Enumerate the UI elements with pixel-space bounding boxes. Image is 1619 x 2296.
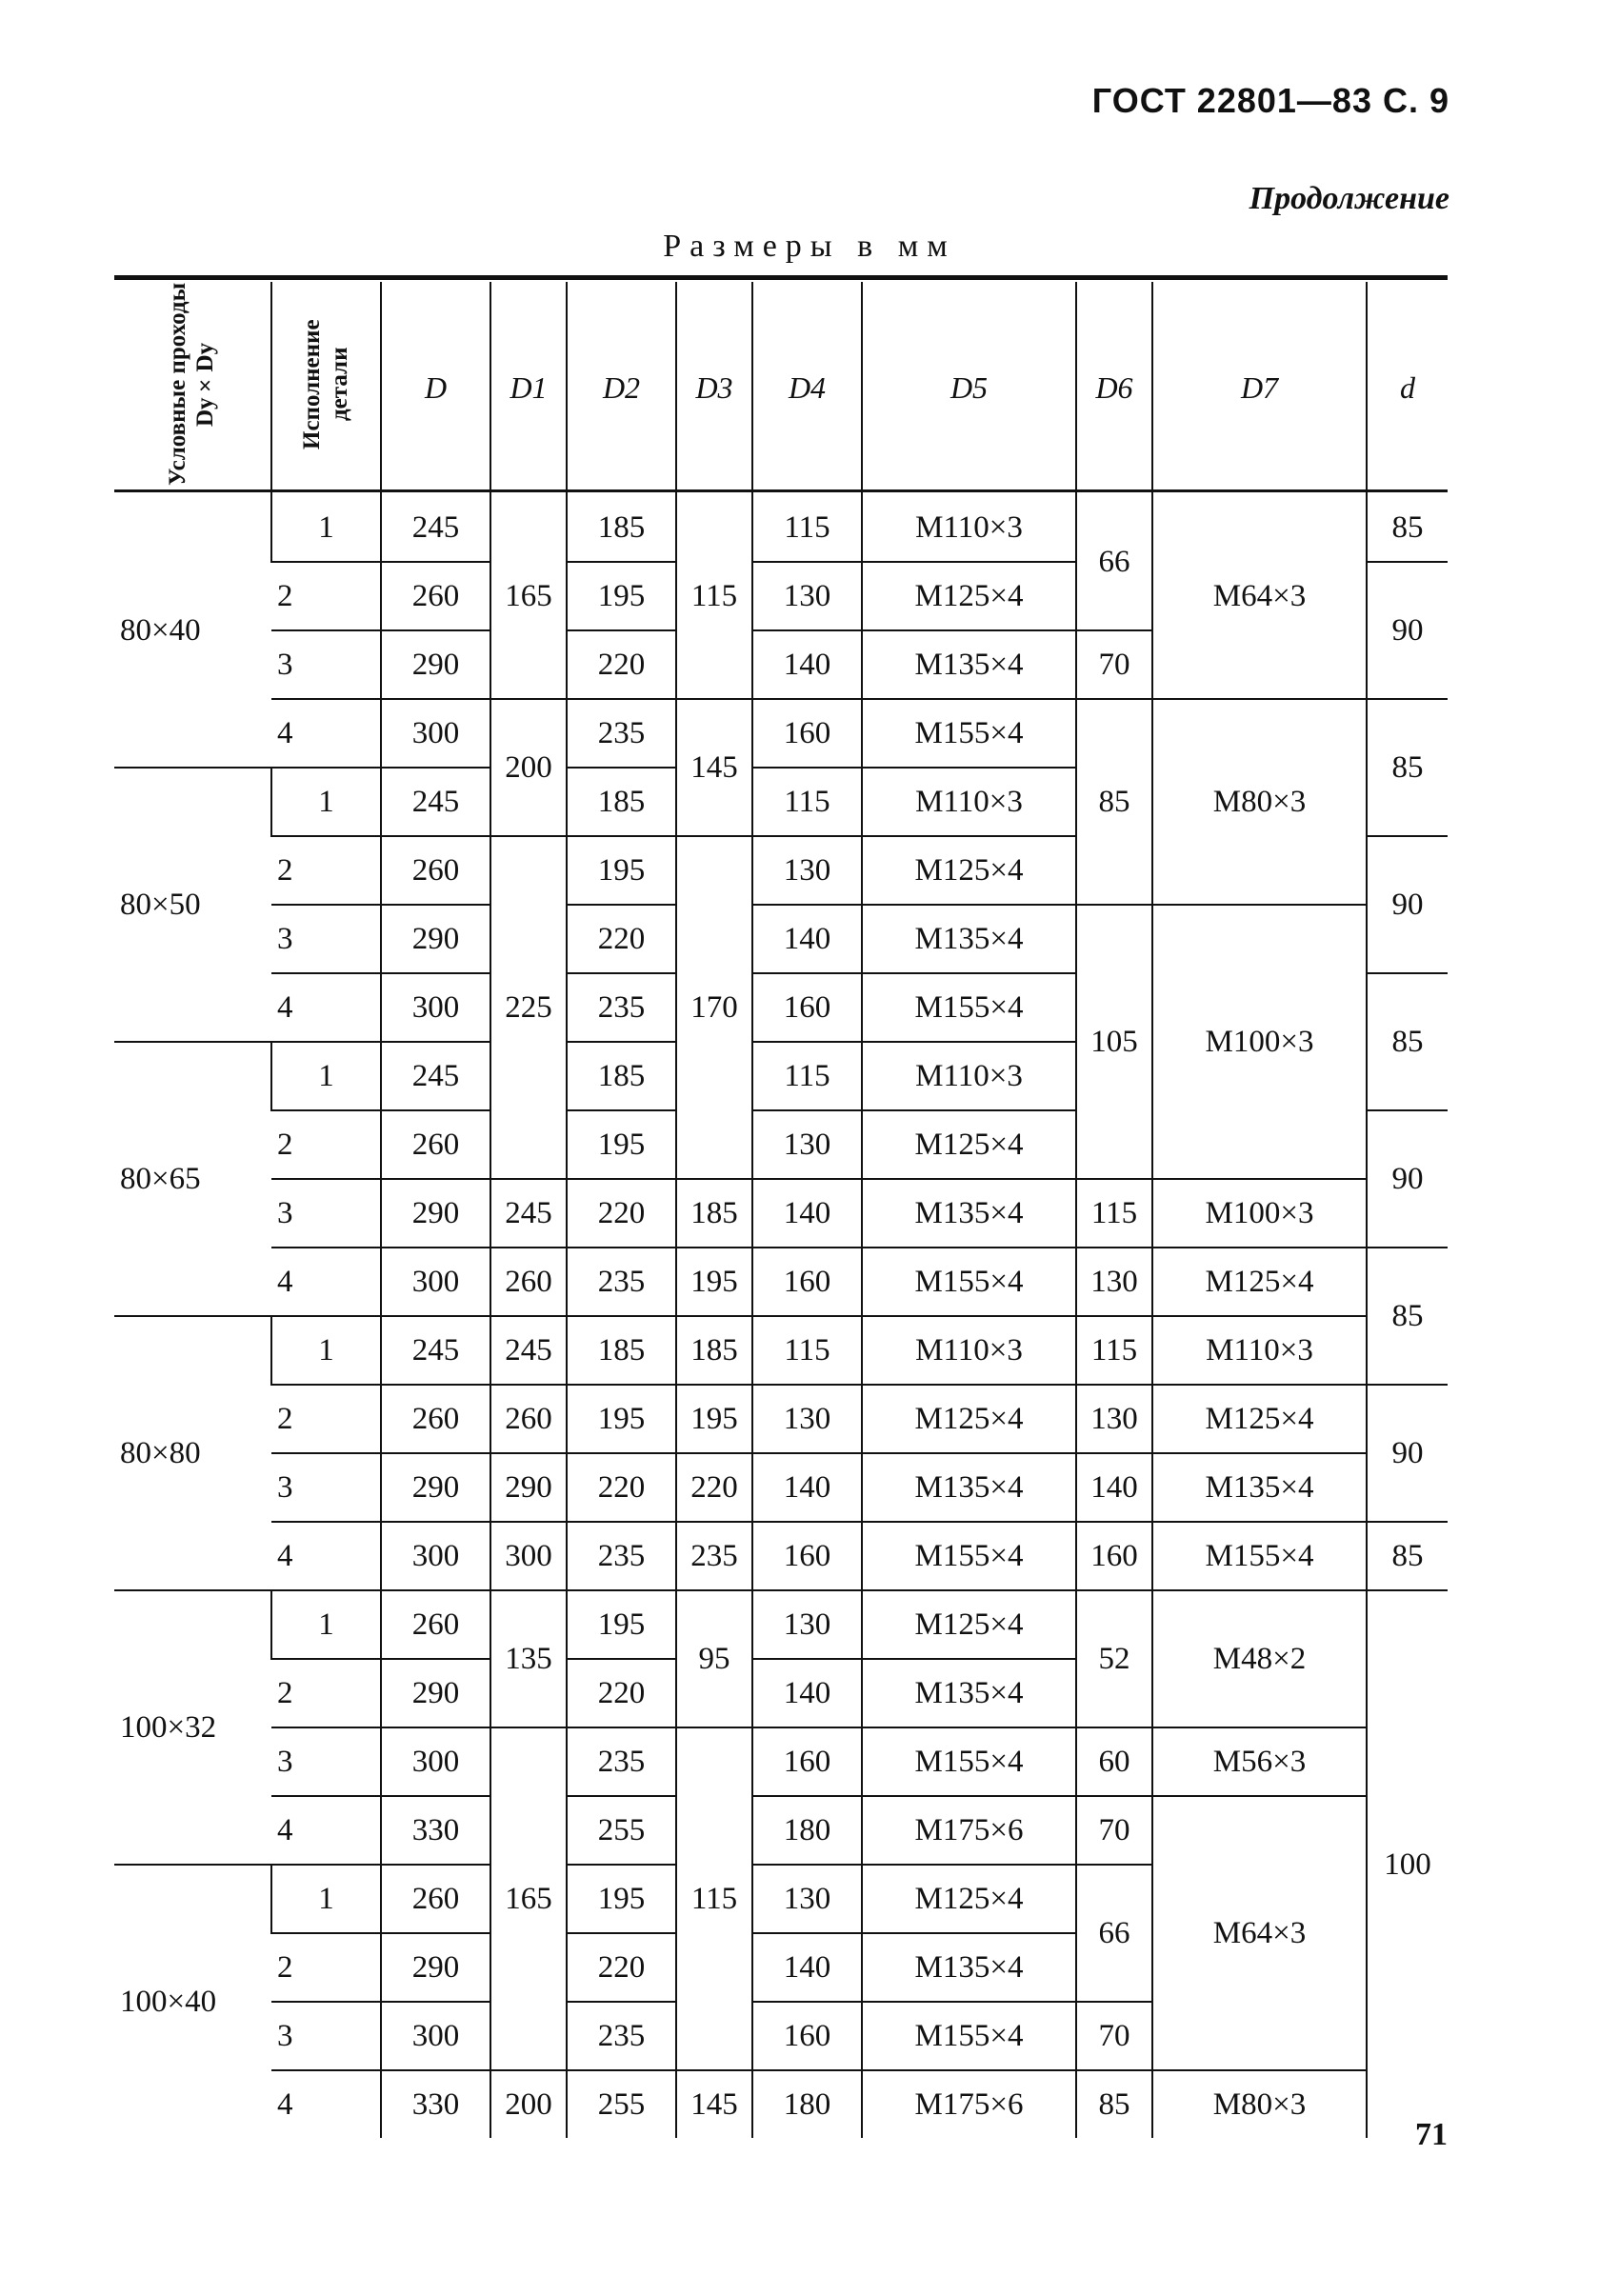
cell-execution: 1 [271,1865,381,1933]
cell-D: 290 [381,1453,490,1522]
cell-D2: 235 [567,1248,676,1316]
cell-D: 260 [381,1385,490,1453]
cell-D1: 260 [490,1385,567,1453]
cell-D7: M100×3 [1152,905,1367,1179]
table-row [114,1248,1448,1316]
cell-execution: 2 [271,1110,381,1179]
cell-D6: 70 [1076,1796,1152,1865]
cell-D7: M100×3 [1152,1179,1367,1248]
col-header-d: d [1367,282,1448,494]
cell-D1: 165 [490,494,567,699]
cell-D2: 185 [567,1316,676,1385]
cell-D6: 52 [1076,1590,1152,1727]
cell-D6: 66 [1076,494,1152,630]
cell-D4: 140 [752,630,862,699]
cell-D4: 130 [752,1385,862,1453]
cell-D5: M135×4 [862,630,1076,699]
cell-D4: 140 [752,1453,862,1522]
cell-D5: M110×3 [862,768,1076,836]
cell-D3: 220 [676,1453,752,1522]
cell-D4: 160 [752,1248,862,1316]
cell-D3: 185 [676,1316,752,1385]
table-body [114,494,1448,2138]
cell-d: 85 [1367,1248,1448,1385]
table-row [114,2070,1448,2138]
cell-D4: 130 [752,836,862,905]
cell-execution: 4 [271,973,381,1042]
cell-D6: 85 [1076,2070,1152,2138]
col-header-D1: D1 [490,282,567,494]
cell-D4: 160 [752,699,862,768]
cell-D3: 145 [676,2070,752,2138]
cell-d: 90 [1367,1110,1448,1248]
cell-D: 245 [381,1042,490,1110]
cell-D3: 195 [676,1385,752,1453]
cell-D: 290 [381,630,490,699]
table-row [114,905,1448,973]
cell-execution: 3 [271,1453,381,1522]
cell-D7: M80×3 [1152,699,1367,905]
cell-D4: 180 [752,1796,862,1865]
cell-D4: 160 [752,973,862,1042]
cell-D2: 235 [567,973,676,1042]
cell-D5: M155×4 [862,1727,1076,1796]
col-header-D4: D4 [752,282,862,494]
cell-D4: 115 [752,1042,862,1110]
cell-D2: 195 [567,1865,676,1933]
cell-D: 290 [381,1179,490,1248]
cell-D4: 140 [752,1659,862,1727]
cell-D2: 185 [567,768,676,836]
cell-D5: M155×4 [862,2002,1076,2070]
units-caption: Размеры в мм [663,229,956,264]
cell-execution: 3 [271,905,381,973]
cell-D2: 235 [567,699,676,768]
cell-D5: M155×4 [862,1248,1076,1316]
cell-execution: 2 [271,1933,381,2002]
cell-D7: M155×4 [1152,1522,1367,1590]
table-row [114,1590,1448,1659]
cell-D7: M64×3 [1152,494,1367,699]
cell-D2: 220 [567,1659,676,1727]
table-row [114,1316,1448,1385]
cell-D5: M135×4 [862,1453,1076,1522]
header-row [114,282,1448,494]
cell-execution: 2 [271,1659,381,1727]
cell-d: 90 [1367,1385,1448,1522]
cell-D7: M125×4 [1152,1385,1367,1453]
cell-nominal-bore: 100×40 [114,1865,271,2138]
cell-d: 100 [1367,1590,1448,2138]
cell-D6: 115 [1076,1179,1152,1248]
cell-D4: 140 [752,1933,862,2002]
cell-D1: 135 [490,1590,567,1727]
cell-D: 330 [381,1796,490,1865]
col-header-execution: Исполнение детали [271,282,381,494]
cell-D6: 60 [1076,1727,1152,1796]
cell-D2: 220 [567,905,676,973]
dimensions-table [114,282,1448,2138]
cell-D7: M110×3 [1152,1316,1367,1385]
cell-execution: 2 [271,836,381,905]
table-row [114,1385,1448,1453]
cell-D6: 160 [1076,1522,1152,1590]
cell-D1: 245 [490,1179,567,1248]
cell-D5: M125×4 [862,1865,1076,1933]
cell-D3: 235 [676,1522,752,1590]
cell-D4: 130 [752,1865,862,1933]
cell-d: 85 [1367,1522,1448,1590]
cell-D: 330 [381,2070,490,2138]
cell-D3: 115 [676,1727,752,2070]
cell-D: 260 [381,1590,490,1659]
cell-D4: 140 [752,905,862,973]
cell-D2: 195 [567,1590,676,1659]
cell-D4: 160 [752,1522,862,1590]
table-row [114,494,1448,562]
cell-execution: 2 [271,1385,381,1453]
cell-D: 260 [381,836,490,905]
table-top-rule [114,275,1448,280]
col-header-D2: D2 [567,282,676,494]
cell-D: 245 [381,1316,490,1385]
cell-D1: 200 [490,699,567,836]
cell-D5: M125×4 [862,836,1076,905]
cell-D7: M125×4 [1152,1248,1367,1316]
cell-D7: M80×3 [1152,2070,1367,2138]
cell-D5: M175×6 [862,1796,1076,1865]
cell-D: 260 [381,1110,490,1179]
cell-D: 260 [381,1865,490,1933]
cell-D5: M110×3 [862,1042,1076,1110]
cell-D: 290 [381,1933,490,2002]
cell-D6: 115 [1076,1316,1152,1385]
cell-D7: M64×3 [1152,1796,1367,2070]
cell-d: 85 [1367,699,1448,836]
cell-D: 300 [381,2002,490,2070]
cell-execution: 2 [271,562,381,630]
cell-nominal-bore: 80×50 [114,768,271,1042]
cell-D: 300 [381,699,490,768]
cell-D5: M125×4 [862,1385,1076,1453]
cell-D1: 200 [490,2070,567,2138]
cell-D1: 165 [490,1727,567,2070]
cell-D2: 235 [567,1522,676,1590]
cell-D: 300 [381,973,490,1042]
cell-D: 300 [381,1727,490,1796]
cell-D: 245 [381,494,490,562]
cell-D2: 185 [567,1042,676,1110]
cell-D6: 130 [1076,1385,1152,1453]
cell-execution: 4 [271,1796,381,1865]
cell-D4: 115 [752,1316,862,1385]
cell-execution: 1 [271,768,381,836]
cell-D2: 195 [567,1385,676,1453]
table-row [114,1796,1448,1865]
cell-D: 245 [381,768,490,836]
cell-D3: 95 [676,1590,752,1727]
cell-D5: M155×4 [862,699,1076,768]
cell-execution: 1 [271,494,381,562]
table-row [114,1453,1448,1522]
cell-D4: 160 [752,1727,862,1796]
col-header-D: D [381,282,490,494]
cell-D4: 115 [752,768,862,836]
cell-D3: 185 [676,1179,752,1248]
cell-execution: 3 [271,2002,381,2070]
cell-D4: 180 [752,2070,862,2138]
col-header-D5: D5 [862,282,1076,494]
table-row [114,1522,1448,1590]
cell-D6: 70 [1076,2002,1152,2070]
cell-D4: 160 [752,2002,862,2070]
cell-D2: 235 [567,2002,676,2070]
cell-D5: M110×3 [862,1316,1076,1385]
table-row [114,1179,1448,1248]
cell-D2: 220 [567,1933,676,2002]
cell-execution: 4 [271,2070,381,2138]
table-row [114,1727,1448,1796]
cell-D5: M125×4 [862,1110,1076,1179]
cell-D2: 220 [567,1179,676,1248]
cell-execution: 1 [271,1316,381,1385]
cell-D: 260 [381,562,490,630]
cell-execution: 1 [271,1590,381,1659]
cell-D2: 195 [567,1110,676,1179]
cell-D3: 170 [676,836,752,1179]
cell-D: 300 [381,1248,490,1316]
cell-d: 85 [1367,973,1448,1110]
col-header-nominal-bore: Условные проходы Dy×Dy [165,282,218,487]
cell-D4: 130 [752,562,862,630]
cell-D5: M155×4 [862,973,1076,1042]
cell-D1: 245 [490,1316,567,1385]
cell-execution: 3 [271,1179,381,1248]
cell-D1: 225 [490,836,567,1179]
cell-d: 90 [1367,562,1448,699]
cell-D5: M135×4 [862,1933,1076,2002]
cell-D2: 220 [567,1453,676,1522]
cell-D7: M48×2 [1152,1590,1367,1727]
cell-D2: 195 [567,836,676,905]
doc-code: ГОСТ 22801—83 С. 9 [1091,81,1449,120]
cell-D3: 195 [676,1248,752,1316]
cell-D: 290 [381,905,490,973]
cell-nominal-bore: 80×40 [120,612,201,648]
cell-D3: 145 [676,699,752,836]
cell-D: 300 [381,1522,490,1590]
table-row [114,699,1448,768]
col-header-D6: D6 [1076,282,1152,494]
col-header-D3: D3 [676,282,752,494]
cell-D4: 130 [752,1590,862,1659]
cell-D2: 220 [567,630,676,699]
cell-D5: M135×4 [862,905,1076,973]
cell-D2: 235 [567,1727,676,1796]
cell-D6: 105 [1076,905,1152,1179]
cell-D2: 185 [567,494,676,562]
cell-D1: 290 [490,1453,567,1522]
cell-D7: M56×3 [1152,1727,1367,1796]
continuation-label: Продолжение [1249,181,1449,216]
cell-d: 85 [1367,494,1448,562]
page-number: 71 [1415,2117,1448,2152]
cell-D5: M155×4 [862,1522,1076,1590]
cell-execution: 3 [271,630,381,699]
col-header-D7: D7 [1152,282,1367,494]
cell-D6: 70 [1076,630,1152,699]
cell-D6: 85 [1076,699,1152,905]
cell-D6: 130 [1076,1248,1152,1316]
cell-D5: M135×4 [862,1659,1076,1727]
cell-D5: M135×4 [862,1179,1076,1248]
cell-D2: 255 [567,2070,676,2138]
cell-D5: M125×4 [862,1590,1076,1659]
cell-D3: 115 [676,494,752,699]
cell-execution: 3 [271,1727,381,1796]
cell-nominal-bore: 80×80 [114,1316,271,1590]
cell-D6: 140 [1076,1453,1152,1522]
cell-D4: 115 [752,494,862,562]
cell-execution: 1 [271,1042,381,1110]
cell-D5: M175×6 [862,2070,1076,2138]
cell-d: 90 [1367,836,1448,973]
cell-D6: 66 [1076,1865,1152,2002]
cell-execution: 4 [271,1248,381,1316]
cell-D4: 140 [752,1179,862,1248]
cell-D2: 255 [567,1796,676,1865]
cell-D4: 130 [752,1110,862,1179]
cell-D1: 260 [490,1248,567,1316]
cell-D: 290 [381,1659,490,1727]
cell-nominal-bore: 80×65 [114,1042,271,1316]
cell-execution: 4 [271,1522,381,1590]
cell-D1: 300 [490,1522,567,1590]
cell-D7: M135×4 [1152,1453,1367,1522]
cell-execution: 4 [271,699,381,768]
cell-nominal-bore: 100×32 [114,1590,271,1865]
cell-D5: M125×4 [862,562,1076,630]
cell-D5: M110×3 [862,494,1076,562]
cell-D2: 195 [567,562,676,630]
